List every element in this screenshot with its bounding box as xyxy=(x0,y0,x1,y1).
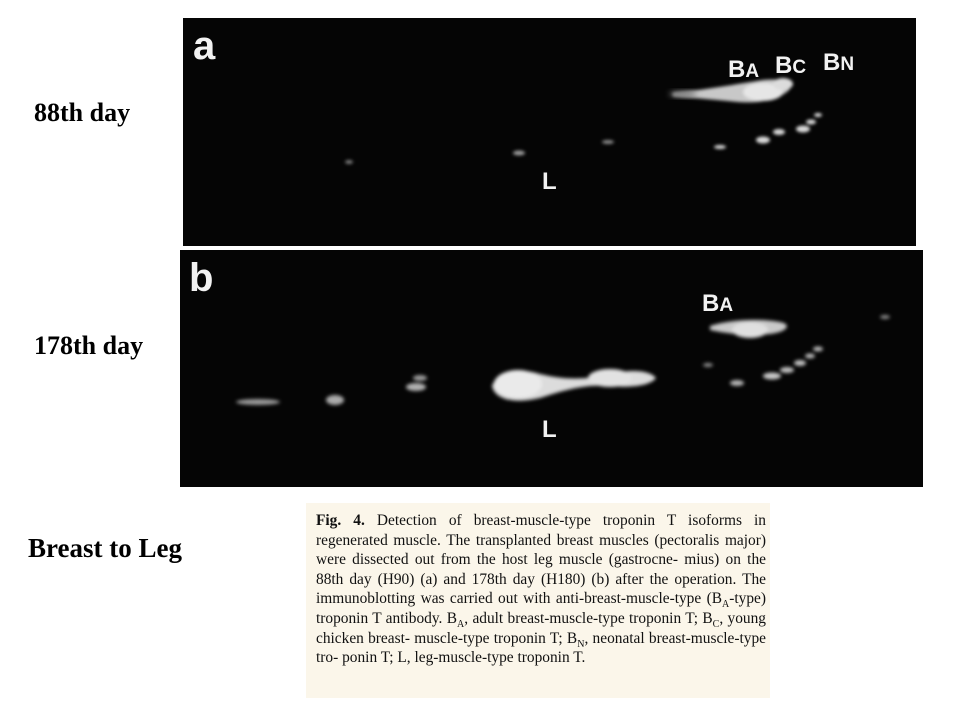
caption-line-4: mius) on the 88th day (H90) (a) and 178th day (H180) (b) after xyxy=(316,551,766,588)
caption-fig-label: Fig. 4. xyxy=(316,512,365,529)
label-breast-to-leg: Breast to Leg xyxy=(28,533,182,563)
caption-sub-a2: A xyxy=(457,619,465,631)
bc-sub: C xyxy=(792,57,807,78)
panel-a-label-ba xyxy=(728,58,759,82)
caption-line-6: anti-breast-muscle-type (B xyxy=(555,590,722,608)
caption-line-11: , neonatal breast-muscle-type tro- xyxy=(316,629,767,667)
panel-b-label-ba xyxy=(702,292,733,316)
figure-caption xyxy=(316,511,766,668)
b-ba-main: B xyxy=(702,290,720,317)
caption-line-2: regenerated muscle. The transplanted breast muscles (pectoralis xyxy=(316,531,720,549)
caption-sub-a1: A xyxy=(722,599,730,611)
panel-a-letter: a xyxy=(193,24,216,68)
ba-main: B xyxy=(728,56,746,83)
figure-caption-box xyxy=(306,503,770,698)
panel-a-label-bc xyxy=(775,54,806,78)
bc-main: B xyxy=(775,52,793,79)
blot-b-spots xyxy=(180,250,923,487)
caption-sub-n: N xyxy=(577,638,585,650)
caption-line-5: the operation. The immunoblotting was carried out with xyxy=(316,570,766,608)
panel-b-label-l: L xyxy=(542,416,557,443)
label-88th-day: 88th day xyxy=(34,98,131,127)
caption-sub-c: C xyxy=(712,619,720,631)
caption-comma: , xyxy=(464,609,469,627)
caption-line-3: major) were dissected out from the host leg muscle (gastrocne- xyxy=(316,531,766,569)
caption-line-10: muscle-type troponin T; B xyxy=(414,629,578,647)
label-178th-day: 178th day xyxy=(34,331,144,360)
bn-main: B xyxy=(823,49,841,76)
ba-sub: A xyxy=(745,61,760,82)
caption-line-9: , young chicken breast- xyxy=(316,609,766,647)
bn-sub: N xyxy=(840,54,855,75)
caption-line-8: adult breast-muscle-type troponin T; B xyxy=(472,609,713,627)
b-ba-sub: A xyxy=(719,295,734,316)
blot-panel-a xyxy=(183,18,916,246)
panel-a-label-l: L xyxy=(542,168,557,195)
panel-b-letter: b xyxy=(189,256,214,300)
caption-line-12: ponin T; L, leg-muscle-type troponin T. xyxy=(342,649,586,667)
blot-a-spots xyxy=(183,18,916,246)
blot-panel-b xyxy=(180,250,923,487)
caption-line-7: -type) troponin T antibody. B xyxy=(316,590,766,627)
caption-line-1: Detection of breast-muscle-type troponin T isoforms in xyxy=(364,512,766,529)
panel-a-label-bn xyxy=(823,51,854,75)
